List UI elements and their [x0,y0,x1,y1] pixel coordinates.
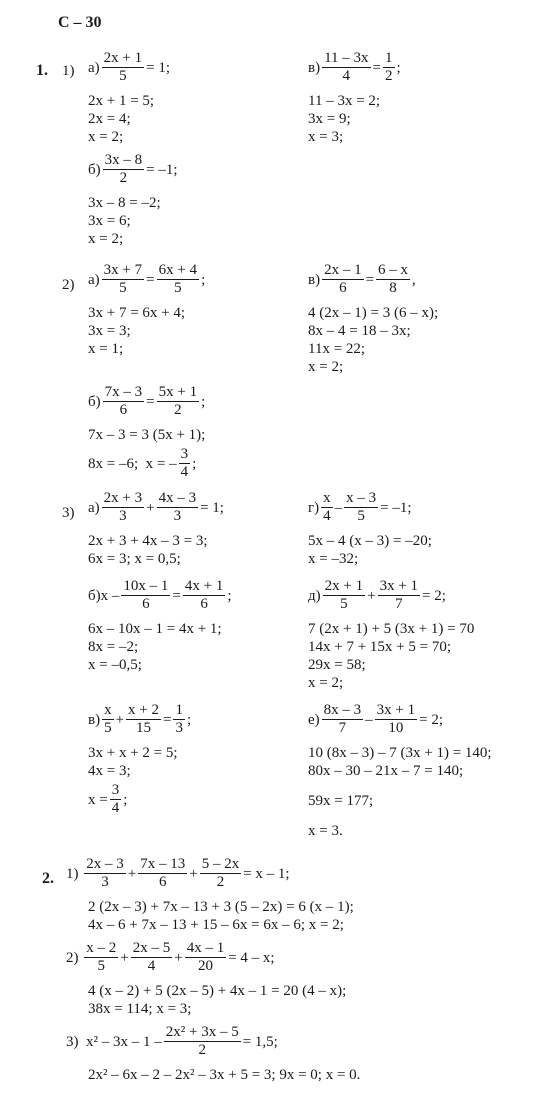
fraction [103,152,145,187]
equation-rhs: , [412,271,416,288]
item-label: б) [88,161,101,178]
fraction [121,578,170,613]
solution-line: 5x – 4 (x – 3) = –20; [308,533,432,549]
fraction [102,262,144,297]
solution-line: 3x = 9; [308,111,351,127]
solution-line: x = –32; [308,551,359,567]
numerator: 8x – 3 [323,702,362,718]
denominator: 2 [174,402,182,418]
solution-line: 4x = 3; [88,763,131,779]
part-label: 3) [62,505,75,521]
solution-line: 11 – 3x = 2; [308,93,381,109]
equation-rhs: ; [227,587,232,604]
fraction [183,578,225,613]
fraction [179,446,191,481]
fraction [375,702,417,737]
equation [308,50,401,85]
numerator: 6x + 4 [158,262,198,278]
numerator: 5 – 2x [201,856,240,872]
numerator: 4x – 1 [186,940,225,956]
minus-sign: – [334,499,343,516]
equation-rhs: = 2; [419,711,444,728]
numerator: x – 2 [86,940,117,956]
denominator: 5 [119,280,127,296]
equation-rhs: = x – 1; [243,865,290,882]
fraction [344,490,378,525]
item-label: г) [308,499,320,516]
numerator: 4x + 1 [184,578,224,594]
denominator: 6 [158,874,167,890]
equation [88,152,178,187]
solution-line: x = 2; [88,129,124,145]
equation-rhs: ; [123,791,128,808]
solution-line: x = 1; [88,341,124,357]
denominator: 5 [174,280,182,296]
numerator: 3x + 7 [103,262,143,278]
equation-rhs: ; [192,455,197,472]
plus-sign: + [115,711,125,728]
solution-line: x = 2; [308,675,344,691]
plus-sign: + [189,865,198,882]
item-label: б) [88,393,101,410]
solution-line: 3x – 8 = –2; [88,195,161,211]
fraction [103,384,145,419]
task-number: 1. [36,62,48,79]
equals-sign: = [163,711,172,728]
numerator: 5x + 1 [158,384,198,400]
item-label: б) [88,587,101,604]
solution-line: x = 2; [308,359,344,375]
denominator: 6 [200,596,208,612]
denominator: 3 [101,874,109,890]
denominator: 4 [180,464,189,480]
equation [88,490,224,525]
numerator: 7x – 13 [140,856,186,872]
item-label: в) [88,711,101,728]
fraction [322,702,364,737]
fraction [138,856,187,891]
solution-line: x = 2; [88,231,124,247]
denominator: 6 [119,402,128,418]
solution-line: 6x – 10x – 1 = 4x + 1; [88,621,222,637]
solution-line: 2x + 3 + 4x – 3 = 3; [88,533,208,549]
fraction [378,578,420,613]
fraction [322,262,364,297]
equals-sign: = [372,59,381,76]
fraction [376,262,410,297]
solution-line: 8x = –2; [88,639,139,655]
equation [88,50,170,85]
fraction [323,578,365,613]
numerator: 2x – 3 [86,856,124,872]
denominator: 7 [338,720,347,736]
equals-sign: = [146,271,155,288]
numerator: x – 3 [346,490,377,506]
denominator: 4 [323,508,331,524]
denominator: 3 [119,508,127,524]
equation-lhs: x – [100,587,120,604]
plus-sign: + [174,949,183,966]
equals-sign: = [146,393,155,410]
solution-line: x = 3. [308,823,343,839]
solution-line: 3x + 7 = 6x + 4; [88,305,186,321]
fraction [383,50,395,85]
item-label: а) [88,271,100,288]
equation [308,702,443,737]
solution-line: 6x = 3; x = 0,5; [88,551,181,567]
equation-lhs: x² – 3x – 1 – [86,1033,162,1050]
equation [66,1024,278,1059]
denominator: 6 [142,596,150,612]
denominator: 6 [339,280,347,296]
equation [66,856,290,891]
item-label: а) [88,59,100,76]
fraction [164,1024,241,1059]
equation-rhs: = 1,5; [242,1033,278,1050]
part-label: 1) [66,865,79,882]
numerator: 10x – 1 [123,578,169,594]
fraction [321,490,333,525]
solution-line: 4 (x – 2) + 5 (2x – 5) + 4x – 1 = 20 (4 – x); [88,983,347,999]
denominator: 2 [385,68,393,84]
equation [88,384,205,419]
fraction [322,50,370,85]
solution-line: 7x – 3 = 3 (5x + 1); [88,427,206,443]
part-label: 3) [66,1033,79,1050]
equation [88,702,191,737]
fraction [84,940,118,975]
solution-line: 4 (2x – 1) = 3 (6 – x); [308,305,439,321]
solution-line: 2x + 1 = 5; [88,93,155,109]
denominator: 5 [97,958,105,974]
solution-line: 8x – 4 = 18 – 3x; [308,323,411,339]
solution-line: 10 (8x – 3) – 7 (3x + 1) = 140; [308,745,492,761]
equals-sign: = [172,587,181,604]
plus-sign: + [127,865,137,882]
minus-sign: – [365,711,373,728]
denominator: 4 [111,800,120,816]
fraction [131,940,173,975]
denominator: 2 [216,874,225,890]
plus-sign: + [367,587,376,604]
numerator: 1 [175,702,183,718]
numerator: 2x + 1 [324,578,364,594]
fraction [200,856,242,891]
denominator: 5 [357,508,365,524]
solution-line: 2x² – 6x – 2 – 2x² – 3x + 5 = 3; 9x = 0; x = 0. [88,1067,361,1083]
solution-line: 80x – 30 – 21x – 7 = 140; [308,763,464,779]
task-number: 2. [42,870,54,887]
denominator: 2 [119,170,128,186]
fraction [110,782,122,817]
equation [88,262,205,297]
denominator: 15 [136,720,152,736]
numerator: 3x + 1 [379,578,419,594]
equation-rhs: ; [201,271,206,288]
item-label: в) [308,271,321,288]
equation-rhs: = 1; [200,499,224,516]
fraction [102,490,144,525]
part-label: 2) [62,277,75,293]
solution-line [88,446,196,481]
fraction [102,702,114,737]
numerator: x [104,702,112,718]
solution-line: 2x = 4; [88,111,131,127]
solution-line: 7 (2x + 1) + 5 (3x + 1) = 70 [308,621,475,637]
numerator: x [323,490,331,506]
denominator: 5 [340,596,348,612]
part-label: 2) [66,949,79,966]
denominator: 2 [198,1042,206,1058]
denominator: 7 [395,596,403,612]
denominator: 5 [119,68,127,84]
numerator: 3x + 1 [376,702,416,718]
numerator: x + 2 [128,702,160,718]
plus-sign: + [146,499,155,516]
equation-rhs: = –1; [146,161,178,178]
numerator: 3 [180,446,189,462]
denominator: 20 [197,958,213,974]
denominator: 3 [175,720,183,736]
solution-line: 59x = 177; [308,793,374,809]
numerator: 3 [111,782,120,798]
equation-rhs: = –1; [380,499,412,516]
equation-rhs: ; [396,59,401,76]
equation-rhs: = 4 – x; [228,949,275,966]
numerator: 1 [385,50,393,66]
part-label: 1) [62,63,75,79]
solution-line: 29x = 58; [308,657,366,673]
equals-sign: = [365,271,375,288]
numerator: 2x – 1 [324,262,362,278]
solution-line: 3x = 6; [88,213,131,229]
item-label: е) [308,711,320,728]
solution-line [88,782,127,817]
numerator: 4x – 3 [158,490,197,506]
page-title: С – 30 [58,14,102,31]
solution-line: 3x + x + 2 = 5; [88,745,178,761]
solution-line: 14x + 7 + 15x + 5 = 70; [308,639,452,655]
plus-sign: + [120,949,129,966]
equation [88,578,232,613]
denominator: 8 [389,280,397,296]
item-label: д) [308,587,321,604]
equation-rhs: ; [201,393,206,410]
item-label: а) [88,499,100,516]
numerator: 2x + 1 [103,50,143,66]
solution-line: 2 (2x – 3) + 7x – 13 + 3 (5 – 2x) = 6 (x – 1); [88,899,354,915]
denominator: 3 [173,508,182,524]
solution-line: 3x = 3; [88,323,131,339]
denominator: 4 [342,68,351,84]
solution-line: x = –0,5; [88,657,142,673]
solution-line: 4x – 6 + 7x – 13 + 15 – 6x = 6x – 6; x = 2; [88,917,344,933]
equation-rhs: = 2; [422,587,446,604]
solution-line: 38x = 114; x = 3; [88,1001,192,1017]
solution-text: 8x = –6; x = – [88,455,177,472]
fraction [173,702,185,737]
solution-line: x = 3; [308,129,344,145]
fraction [84,856,126,891]
numerator: 3x – 8 [104,152,143,168]
fraction [157,262,199,297]
item-label: в) [308,59,321,76]
numerator: 6 – x [378,262,409,278]
equation [308,262,416,297]
fraction [126,702,161,737]
solution-line: 11x = 22; [308,341,366,357]
solution-text: x = [88,791,108,808]
equation [66,940,275,975]
equation [308,490,412,525]
numerator: 2x + 3 [103,490,143,506]
numerator: 2x² + 3x – 5 [165,1024,239,1040]
numerator: 2x – 5 [132,940,171,956]
fraction [185,940,227,975]
numerator: 7x – 3 [104,384,143,400]
numerator: 11 – 3x [324,50,369,66]
equation-rhs: ; [186,711,192,728]
fraction [102,50,144,85]
denominator: 10 [388,720,404,736]
equation-rhs: = 1; [146,59,171,76]
equation [308,578,446,613]
fraction [157,490,199,525]
fraction [157,384,199,419]
denominator: 4 [147,958,156,974]
denominator: 5 [104,720,112,736]
